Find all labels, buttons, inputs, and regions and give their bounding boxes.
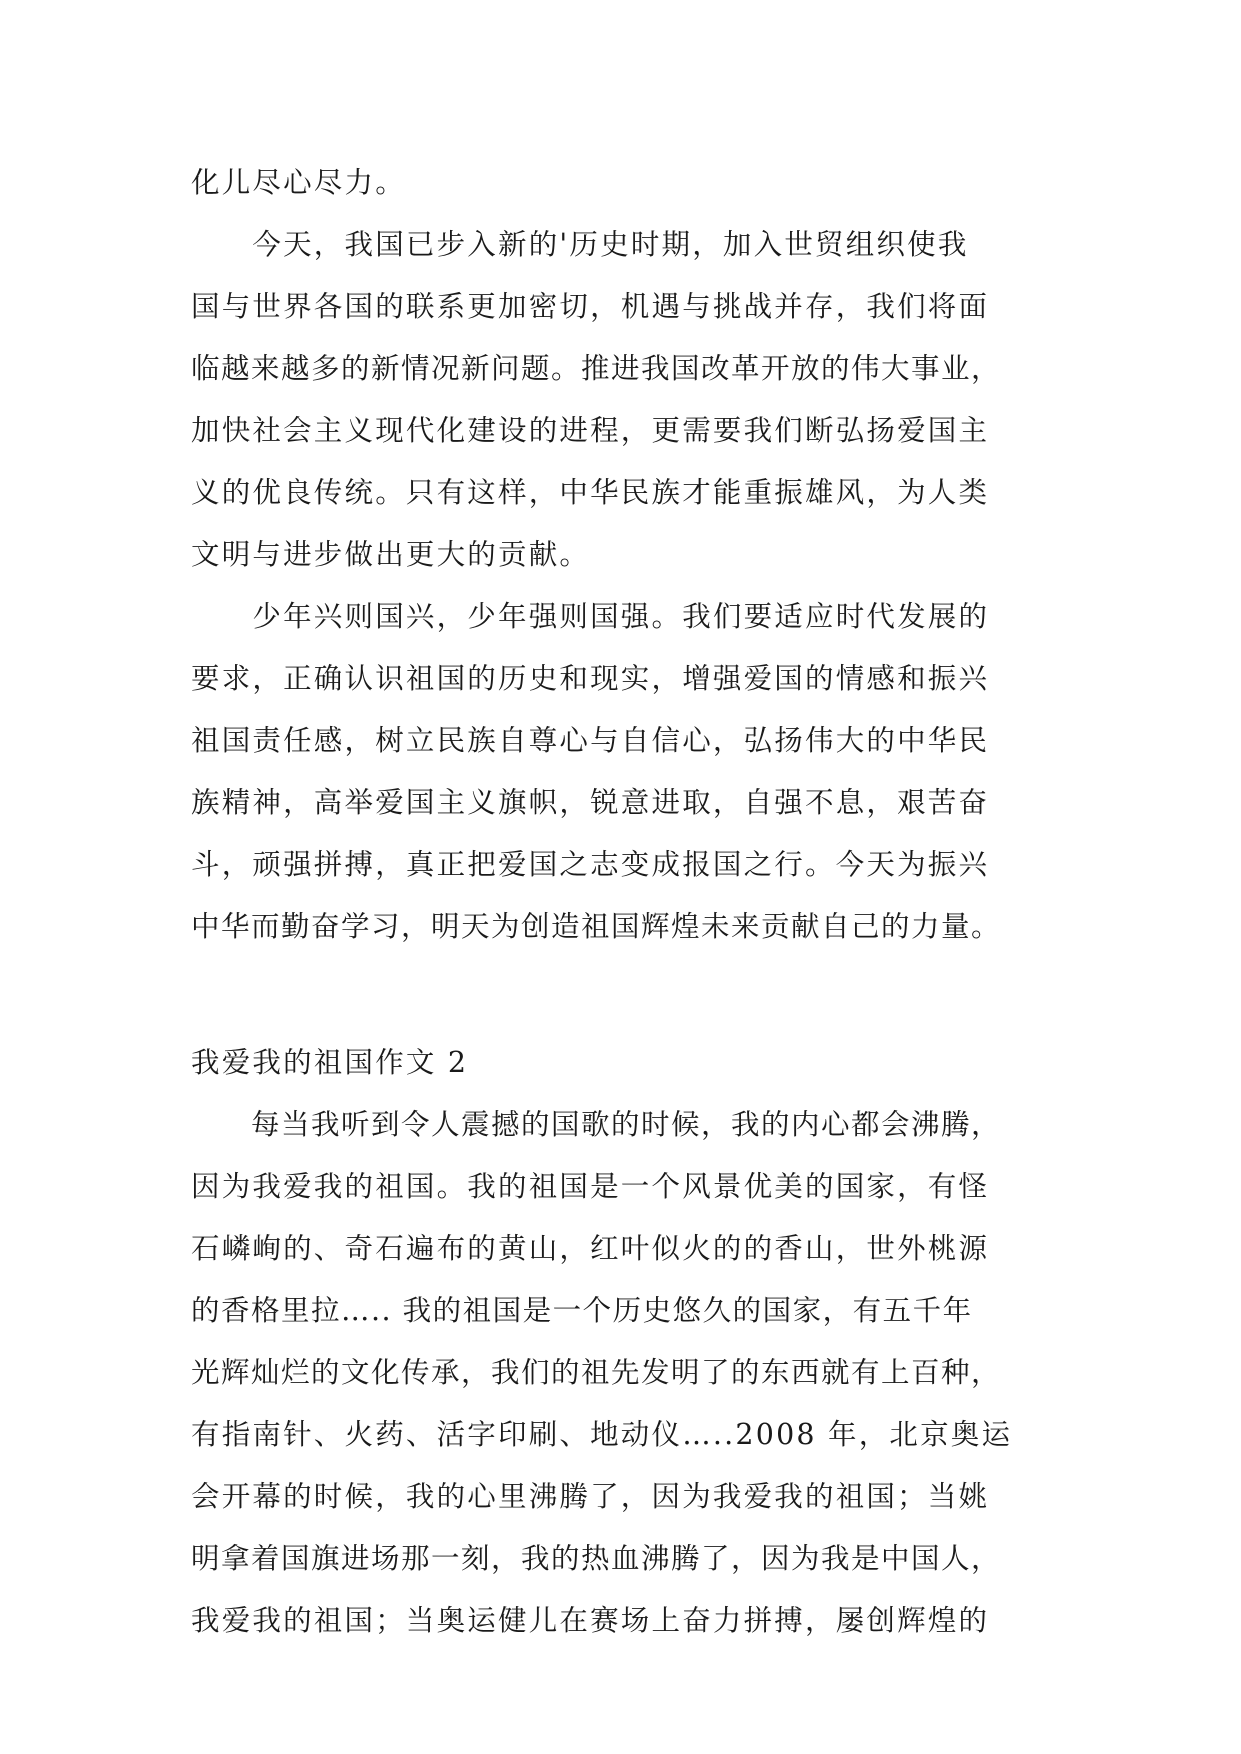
text-line: 石嶙峋的、奇石遍布的黄山，红叶似火的的香山，世外桃源 — [191, 1232, 990, 1265]
text-line: 因为我爱我的祖国。我的祖国是一个风景优美的国家，有怪 — [191, 1170, 990, 1203]
text-line: 文明与进步做出更大的贡献。 — [191, 538, 591, 571]
text-line: 会开幕的时候，我的心里沸腾了，因为我爱我的祖国；当姚 — [191, 1480, 990, 1513]
text-line: 我爱我的祖国；当奥运健儿在赛场上奋力拼搏，屡创辉煌的 — [191, 1604, 990, 1637]
text-line: 的香格里拉….. 我的祖国是一个历史悠久的国家，有五千年 — [191, 1294, 973, 1327]
text-line: 今天，我国已步入新的'历史时期，加入世贸组织使我 — [191, 228, 969, 261]
text-line: 族精神，高举爱国主义旗帜，锐意进取，自强不息，艰苦奋 — [191, 786, 990, 819]
text-line: 有指南针、火药、活字印刷、地动仪…..2008 年，北京奥运 — [191, 1418, 1013, 1451]
text-line: 国与世界各国的联系更加密切，机遇与挑战并存，我们将面 — [191, 290, 990, 323]
text-line: 临越来越多的新情况新问题。推进我国改革开放的伟大事业， — [191, 352, 1002, 385]
text-line: 加快社会主义现代化建设的进程，更需要我们断弘扬爱国主 — [191, 414, 990, 447]
text-line: 中华而勤奋学习，明天为创造祖国辉煌未来贡献自己的力量。 — [191, 910, 1002, 943]
section-title: 我爱我的祖国作文 2 — [191, 1046, 469, 1079]
text-line: 少年兴则国兴，少年强则国强。我们要适应时代发展的 — [191, 600, 990, 633]
text-line: 光辉灿烂的文化传承，我们的祖先发明了的东西就有上百种， — [191, 1356, 1002, 1389]
document-body — [191, 152, 1053, 1652]
text-line: 斗，顽强拼搏，真正把爱国之志变成报国之行。今天为振兴 — [191, 848, 990, 881]
text-line: 要求，正确认识祖国的历史和现实，增强爱国的情感和振兴 — [191, 662, 990, 695]
text-line: 祖国责任感，树立民族自尊心与自信心，弘扬伟大的中华民 — [191, 724, 990, 757]
text-line: 义的优良传统。只有这样，中华民族才能重振雄风，为人类 — [191, 476, 990, 509]
text-line: 化儿尽心尽力。 — [191, 166, 406, 199]
text-line: 明拿着国旗进场那一刻，我的热血沸腾了，因为我是中国人， — [191, 1542, 1002, 1575]
text-line: 每当我听到令人震撼的国歌的时候，我的内心都会沸腾， — [191, 1108, 1002, 1141]
section-gap — [191, 958, 1053, 1032]
